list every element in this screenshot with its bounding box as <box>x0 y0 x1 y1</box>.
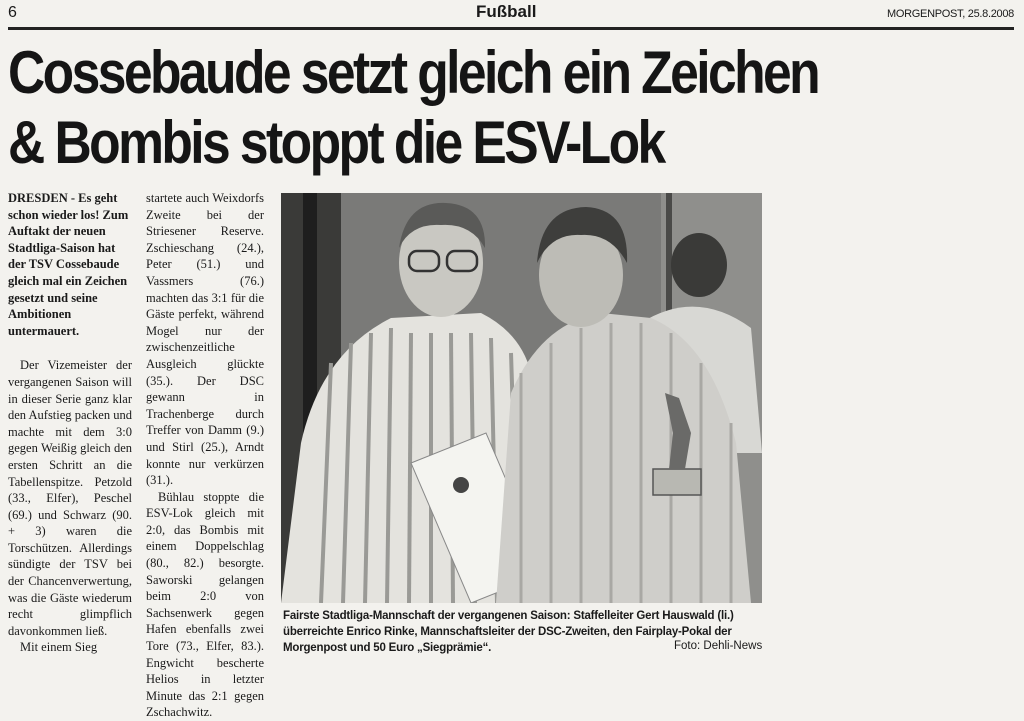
masthead-date: MORGENPOST, 25.8.2008 <box>887 8 1014 20</box>
article-paragraph-tail: Mit einem Sieg <box>20 640 98 655</box>
news-photo <box>281 193 762 603</box>
article-lead: DRESDEN - Es geht schon wieder los! Zum Auftakt der neuen Stadtliga-Saison hat der TSV Cossebaude gleich mal ein Zeichen gesetzt und seine Ambitionen untermauert. <box>8 191 129 338</box>
section-title: Fußball <box>476 2 537 21</box>
headline-line-2: & Bombis stoppt die ESV-Lok <box>8 109 664 176</box>
page-number: 6 <box>8 4 17 21</box>
headline-line-1: Cossebaude setzt gleich ein Zeichen <box>8 39 819 106</box>
article-column-1 <box>8 190 132 656</box>
header-rule <box>8 27 1014 30</box>
article-paragraph-continued: startete auch Weixdorfs Zweite bei der Striesener Reserve. Zschieschang (24.), Peter (51.) und Vassmers (76.) machten das 3:1 für die Gäste perfekt, während Mogel nur der zwischenzeitliche Ausgleich glückte (35.). Der DSC gewann in Trachenberge durch Treffer von Damm (9.) und Stirl (25.), Arndt konnte nur verkürzen (31.). <box>146 191 264 488</box>
article-paragraph: Bühlau stoppte die ESV-Lok gleich mit 2:0, das Bombis mit einem Doppelschlag (80., 82.) besorgte. Saworski gelangen beim 2:0 von Sachsenwerk gegen Hafen ebenfalls zwei Tore (73., Elfer, 83.). Engwicht bescherte Helios in letzter Minute das 2:1 gegen Zschachwitz. <box>146 489 264 720</box>
photo-illustration <box>281 193 762 603</box>
article-paragraph: Der Vizemeister der vergangenen Saison will in dieser Serie ganz klar den Aufstieg packen und machte mit dem 3:0 gegen Weißig gleich den ersten Schritt an die Tabellenspitze. Petzold (33., Elfer), Peschel (69.) und Schwarz (90. + 3) waren die Torschützen. Allerdings sündigte der TSV bei der Chancenverwertung, was die Gäste wiederum recht glimpflich davonkommen ließ. <box>8 358 132 638</box>
photo-caption: Fairste Stadtliga-Mannschaft der vergangenen Saison: Staffelleiter Gert Hauswald (li.) überreichte Enrico Rinke, Mannschaftsleiter der DSC-Zweiten, den Fairplay-Pokal der Morgenpost und 50 Euro „Siegprämie“. <box>283 610 734 654</box>
trophy-base <box>653 469 701 495</box>
photo-credit: Foto: Dehli-News <box>674 640 763 652</box>
article-column-2 <box>146 190 264 721</box>
